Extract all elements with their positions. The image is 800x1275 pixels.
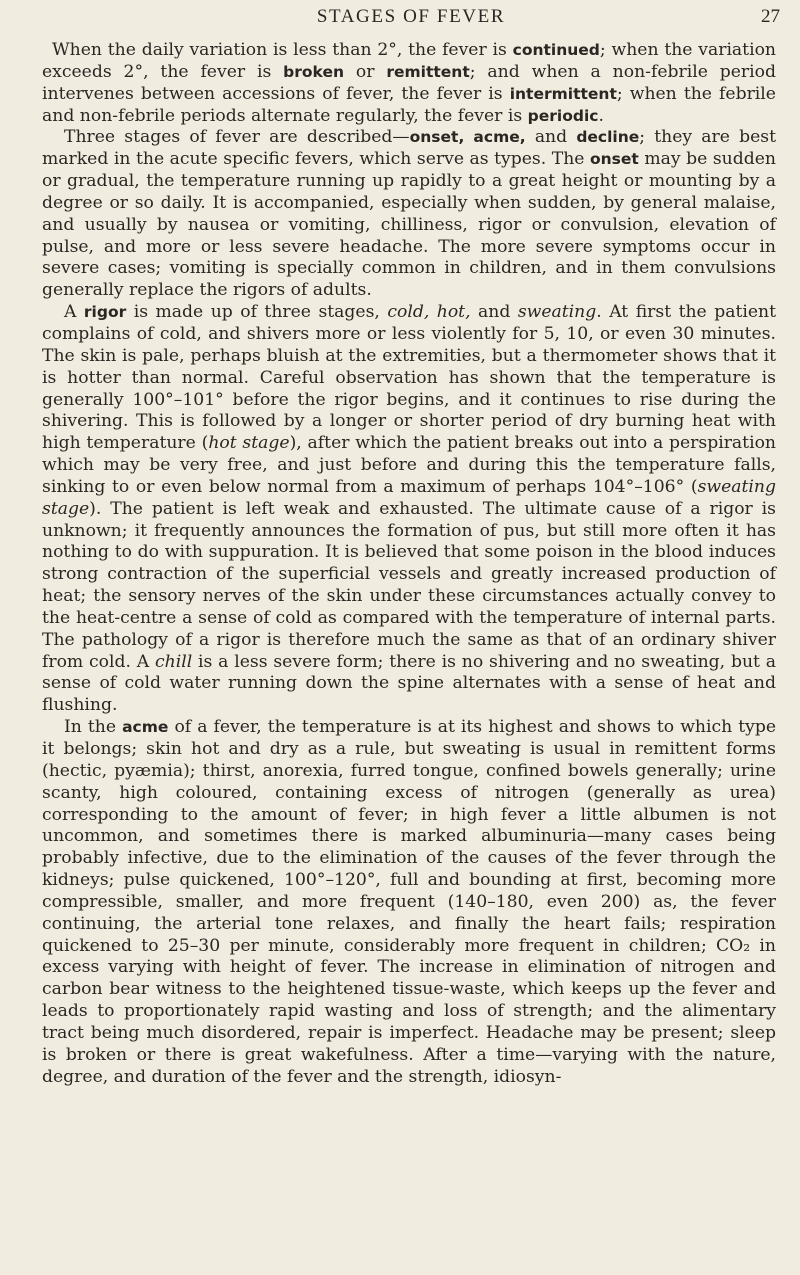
term-chill: chill	[155, 651, 193, 672]
page-number: 27	[761, 6, 780, 27]
term-sweating-stage: sweating stage	[42, 476, 776, 519]
term-sweating: sweating	[517, 302, 597, 323]
term-periodic: periodic	[527, 106, 599, 125]
term-decline: decline	[576, 128, 640, 147]
paragraph-acme: In the acme of a fever, the temperature is at its highest and shows to which type it belongs; skin hot and dry as a rule, but sweating is usual in remittent forms (hectic, pyæmia); thirst, anorexia, furred tongue, confined bowels generally; urine scanty, high coloured, containing excess of nitrogen (generally as urea) corresponding to the amount of fever; in high fever a little albumen is not uncommon, and sometimes there is marked albuminuria—many cases being probably infective, due to the elimination of the causes of the fever through the kidneys; pulse quickened, 100°–120°, full and bounding at first, becoming more compressible, smaller, and more frequent (140–180, even 200) as, the fever continuing, the arterial tone relaxes, and finally the heart fails; respiration quickened to 25–30 per minute, considerably more frequent in children; CO₂ in excess varying with height of fever. The increase in elimination of nitrogen and carbon bear witness to the heightened tissue-waste, which keeps up the fever and leads to proportionately rapid wasting and loss of strength; and the alimentary tract being much disordered, repair is imperfect. Headache may be present; sleep is broken or there is great wakefulness. After a time—varying with the nature, degree, and duration of the fever and the strength, idiosyn-	[42, 717, 776, 1087]
page-header	[42, 4, 780, 30]
term-hot-stage: hot stage	[208, 433, 290, 454]
term-intermittent: intermittent	[509, 84, 617, 103]
paragraph-fever-types: When the daily variation is less than 2°, the fever is continued; when the variation exceeds 2°, the fever is broken or remittent; and when a non-febrile period intervenes between accessions of fever, the fever is intermittent; when the febrile and non-febrile periods alternate regularly, the fever is periodic.	[42, 40, 777, 126]
term-cold-hot: cold, hot,	[387, 302, 471, 323]
term-continued: continued	[512, 41, 600, 59]
term-acme: acme	[122, 718, 169, 737]
paragraph-rigor: A rigor is made up of three stages, cold, hot, and sweating. At first the patient complains of cold, and shivers more or less violently for 5, 10, or even 30 minutes. The skin is pale, perhaps bluish at the extremities, but a thermometer shows that it is hotter than normal. Careful observation has shown that the temperature is generally 100°–101° before the rigor begins, and it continues to rise during the shivering. This is followed by a longer or shorter period of dry burning heat with high temperature (hot stage), after which the patient breaks out into a perspiration which may be very free, and just before and during this the temperature falls, sinking to or even below normal from a maximum of perhaps 104°–106° (sweating stage). The patient is left weak and exhausted. The ultimate cause of a rigor is unknown; it frequently announces the formation of pus, but still more often it has nothing to do with suppuration. It is believed that some poison in the blood induces strong contraction of the superficial vessels and greatly increased production of heat; the sensory nerves of the skin under these circumstances actually convey to the heat-centre a sense of cold as compared with the temperature of internal parts. The pathology of a rigor is therefore much the same as that of an ordinary shiver from cold. A chill is a less severe form; there is no shivering and no sweating, but a sense of cold water running down the spine alternates with a sense of heat and flushing.	[42, 302, 776, 716]
body-text	[42, 40, 776, 1089]
term-onset: onset	[589, 150, 639, 169]
paragraph-stages-onset: Three stages of fever are described—onset, acme, and decline; they are best marked in the acute specific fevers, which serve as types. The onset may be sudden or gradual, the temperature running up rapidly to a great height or mounting by a degree or so daily. It is accompanied, especially when sudden, by general malaise, and usually by nausea or vomiting, chilliness, rigor or convulsion, elevation of pulse, and more or less severe headache. The more severe symptoms occur in severe cases; vomiting is specially common in children, and in them convulsions generally replace the rigors of adults.	[42, 127, 776, 301]
term-remittent: remittent	[386, 62, 470, 81]
running-head: STAGES OF FEVER	[316, 6, 506, 27]
term-broken: broken	[283, 62, 344, 81]
term-rigor: rigor	[83, 303, 127, 322]
term-onset-acme: onset, acme,	[409, 128, 526, 147]
